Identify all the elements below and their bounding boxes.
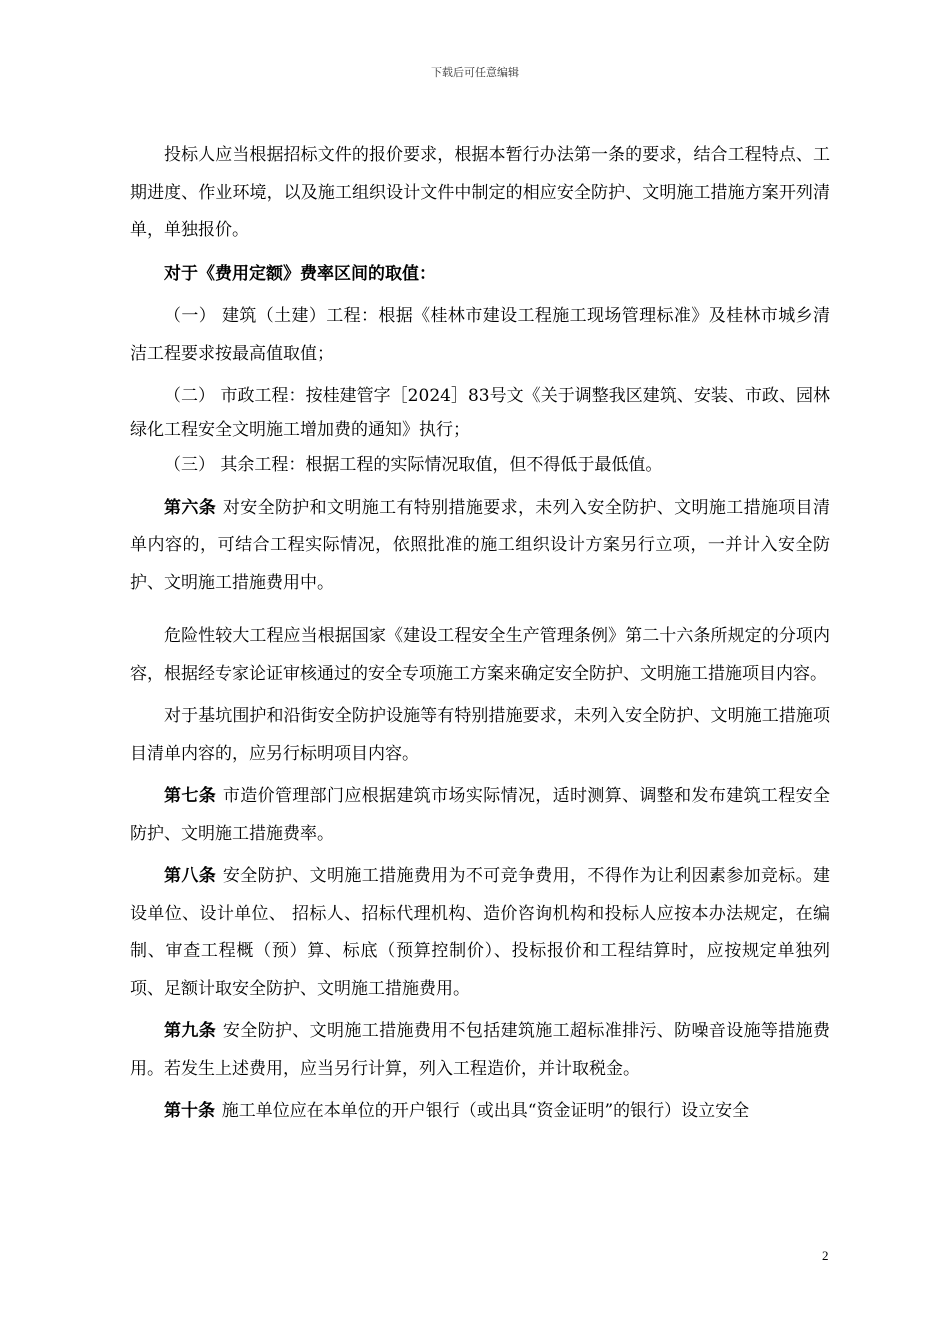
article-text: 对安全防护和文明施工有特别措施要求，未列入安全防护、文明施工措施项目清单内容的，可结合工程实际情况，依照批准的施工组织设计方案另行立项，一并计入安全防护、文明施工措施费用中。 <box>130 497 831 593</box>
article-8 <box>130 858 830 1008</box>
article-number: 第八条 <box>164 866 217 886</box>
paragraph-hazardous-works <box>130 618 830 693</box>
paragraph-bid-pricing <box>130 137 830 250</box>
list-item-other-works <box>130 447 830 485</box>
article-text: 安全防护、文明施工措施费用为不可竞争费用，不得作为让利因素参加竞标。建设单位、设计单位、 招标人、招标代理机构、造价咨询机构和投标人应按本办法规定，在编制、审查工程概（预）算、标底（预算控制价）、投标报价和工程结算时，应按规定单独列项、足额计取安全防护、文明施工措施费用。 <box>130 866 831 999</box>
paragraph-text: 危险性较大工程应当根据国家《建设工程安全生产管理条例》第二十六条所规定的分项内容，根据经专家论证审核通过的安全专项施工方案来确定安全防护、文明施工措施项目内容。 <box>130 626 830 684</box>
article-number: 第七条 <box>164 786 217 806</box>
article-10 <box>130 1093 830 1131</box>
article-7 <box>130 778 830 853</box>
list-item-municipal-works <box>130 379 830 447</box>
paragraph-text: 投标人应当根据招标文件的报价要求，根据本暂行办法第一条的要求，结合工程特点、工期进度、作业环境，以及施工组织设计文件中制定的相应安全防护、文明施工措施方案开列清单，单独报价。 <box>130 145 830 240</box>
article-number: 第六条 <box>164 497 217 518</box>
section-heading-rate-range <box>130 256 830 294</box>
paragraph-text: （一） 建筑（土建）工程：根据《桂林市建设工程施工现场管理标准》及桂林市城乡清洁工程要求按最高值取值； <box>130 306 830 364</box>
paragraph-text: （二） 市政工程：按桂建管字［2024］83号文《关于调整我区建筑、安装、市政、园林绿化工程安全文明施工增加费的通知》执行； <box>130 386 830 440</box>
article-number: 第九条 <box>164 1021 217 1041</box>
paragraph-text: （三） 其余工程：根据工程的实际情况取值，但不得低于最低值。 <box>164 455 663 475</box>
paragraph-pit-enclosure <box>130 698 830 773</box>
article-number: 第十条 <box>164 1101 215 1121</box>
article-6 <box>130 490 830 603</box>
page-number: 2 <box>822 1248 829 1263</box>
heading-text: 对于《费用定额》费率区间的取值： <box>164 263 436 284</box>
article-text: 施工单位应在本单位的开户银行（或出具“资金证明”的银行）设立安全 <box>221 1101 750 1121</box>
article-text: 安全防护、文明施工措施费用不包括建筑施工超标准排污、防噪音设施等措施费用。若发生上述费用，应当另行计算，列入工程造价，并计取税金。 <box>130 1021 831 1079</box>
list-item-building-works <box>130 298 830 373</box>
page-header: 下载后可任意编辑 <box>431 66 519 79</box>
document-body <box>130 137 830 1131</box>
paragraph-text: 对于基坑围护和沿街安全防护设施等有特别措施要求，未列入安全防护、文明施工措施项目清单内容的，应另行标明项目内容。 <box>130 706 830 764</box>
article-text: 市造价管理部门应根据建筑市场实际情况，适时测算、调整和发布建筑工程安全防护、文明施工措施费率。 <box>130 786 831 844</box>
article-9 <box>130 1013 830 1088</box>
